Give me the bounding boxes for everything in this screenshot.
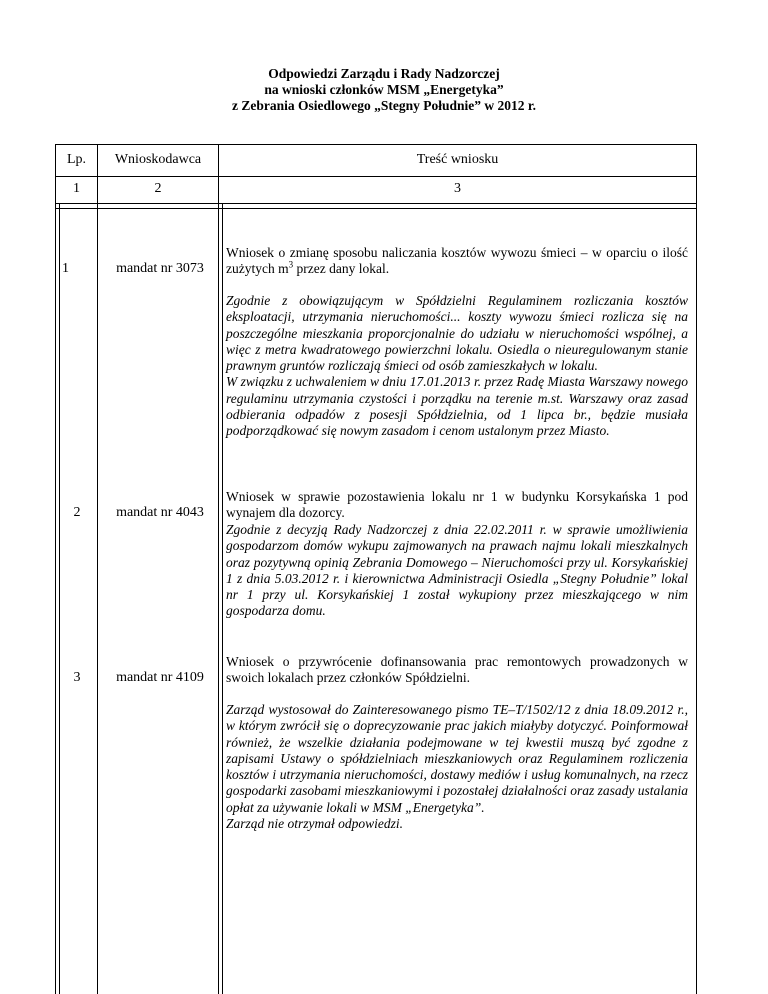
- table-right-border: [696, 144, 697, 994]
- row-3-who: mandat nr 4109: [116, 670, 204, 685]
- row-3-answer: [226, 702, 688, 832]
- row-1-request-sup: 3: [288, 259, 294, 270]
- colnum-lp: 1: [73, 181, 80, 196]
- row-2-request: Wniosek w sprawie pozostawienia lokalu nr 1 w budynku Korsykańska 1 pod wynajem dla dozorcy.: [226, 489, 688, 521]
- table-left-border-inner: [59, 203, 60, 994]
- row-2-who: mandat nr 4043: [116, 505, 204, 520]
- header-lp: Lp.: [66, 152, 87, 167]
- table-top-border: [55, 144, 697, 145]
- table-col-divider-2-inner: [222, 203, 223, 994]
- row-1-who: mandat nr 3073: [116, 261, 204, 276]
- table-left-border: [55, 144, 56, 994]
- row-1-request-text-end: przez dany lokal.: [293, 261, 390, 277]
- table-inner-gap-line: [55, 208, 697, 209]
- row-1-request: [226, 245, 688, 278]
- row-3-request: Wniosek o przywrócenie dofinansowania prac remontowych prowadzonych w swoich lokalach przez członków Spółdzielni.: [226, 654, 688, 686]
- row-1-answer-p2: W związku z uchwaleniem w dniu 17.01.2013 r. przez Radę Miasta Warszawy nowego regulaminu utrzymania czystości i porządku na terenie m.st. Warszawy oraz zasad odbierania odpadów z posesji Spółdzielnia, od 1 lipca br., będzie musiała podporządkować się nowym zasadom i cenom ustalonym przez Miasto.: [226, 374, 688, 439]
- row-1-answer-p1: Zgodnie z obowiązującym w Spółdzielni Regulaminem rozliczania kosztów eksploatacji, utrzymania nieruchomości... koszty wywozu śmieci rozlicza się na poszczególne mieszkania proporcjonalnie do udziału w nieruchomości wspólnej, a więc z metra kwadratowego powierzchni lokalu. Osiedla o nieuregulowanym stanie prawnym gruntów rozliczają śmieci od osób zamieszkałych w lokalu.: [226, 293, 688, 374]
- row-3-lp: 3: [73, 670, 81, 685]
- row-1-lp: 1: [62, 261, 69, 276]
- colnum-who: 2: [154, 181, 162, 196]
- row-2-answer: Zgodnie z decyzją Rady Nadzorczej z dnia 22.02.2011 r. w sprawie umożliwienia gospodarzom domów wykupu zajmowanych na prawach najmu lokali mieszkalnych oraz pozytywną opinią Zebrania Domowego – Nieruchomości przy ul. Korsykańskiej 1 z dnia 5.03.2012 r. i kierownictwa Administracji Osiedla „Stegny Południe” lokal nr 1 przy ul. Korsykańskiej 1 został wykupiony przez mieszkającego w nim gospodarza domu.: [226, 522, 688, 619]
- table-col-divider-2: [218, 144, 219, 994]
- title-line-1: Odpowiedzi Zarządu i Rady Nadzorczej: [268, 66, 500, 81]
- header-wnioskodawca: Wnioskodawca: [114, 152, 202, 167]
- row-3-answer-p2: Zarząd nie otrzymał odpowiedzi.: [226, 816, 404, 832]
- document-title: [0, 66, 768, 114]
- row-1-answer: [226, 293, 688, 440]
- row-1-request-text: Wniosek o zmianę sposobu naliczania kosztów wywozu śmieci – w oparciu o ilość zużytych m: [226, 245, 688, 277]
- row-2-lp: 2: [73, 505, 81, 520]
- title-line-2: na wnioski członków MSM „Energetyka”: [264, 82, 504, 97]
- table-header-divider: [55, 176, 697, 177]
- row-3-answer-p1: Zarząd wystosował do Zainteresowanego pismo TE–T/1502/12 z dnia 18.09.2012 r., w którym zwrócił się o doprecyzowanie prac jakich miałyby dotyczyć. Poinformował również, że wszelkie działania podejmowane w tej kwestii muszą być zgodne z zapisami Ustawy o spółdzielniach mieszkaniowych oraz Regulaminem rozliczenia kosztów i utrzymania nieruchomości, dostawy mediów i usług komunalnych, na rzecz gospodarki zasobami mieszkaniowymi i pozostałej działalności oraz zasady ustalania opłat za używanie lokali w MSM „Energetyka”.: [226, 702, 689, 815]
- table-colnum-divider: [55, 203, 697, 204]
- colnum-content: 3: [454, 181, 461, 196]
- header-tresc-wniosku: Treść wniosku: [416, 152, 499, 167]
- title-line-3: z Zebrania Osiedlowego „Stegny Południe” w 2012 r.: [231, 98, 536, 113]
